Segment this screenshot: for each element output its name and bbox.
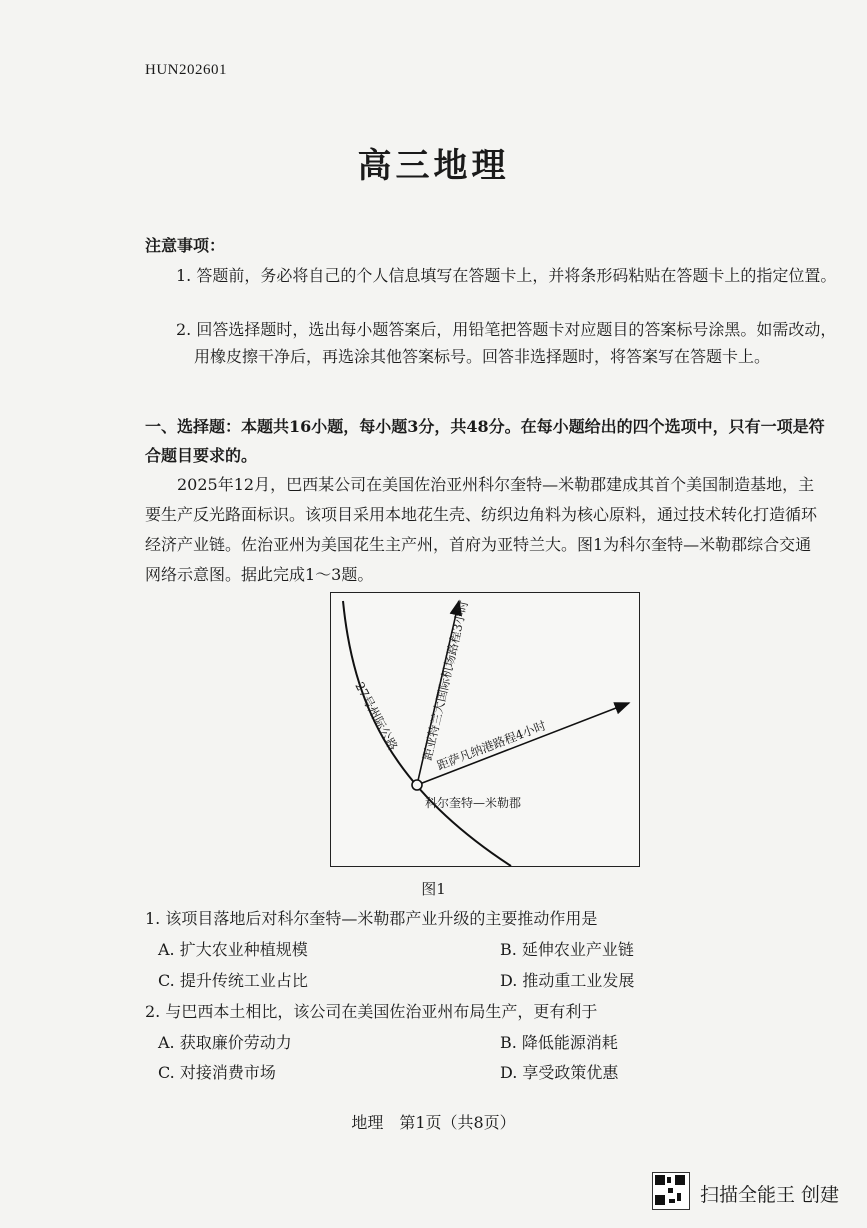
document-code: HUN202601	[145, 62, 227, 78]
question-2-stem: 2. 与巴西本土相比，该公司在美国佐治亚州布局生产，更有利于	[145, 1002, 598, 1021]
atlanta-route-label: 距亚特兰大国际机场路程3小时	[420, 599, 471, 762]
notice-heading: 注意事项：	[145, 236, 226, 255]
question-2-option-b: B. 降低能源消耗	[500, 1033, 618, 1052]
section-heading	[145, 412, 825, 470]
passage-text: 2025年12月，巴西某公司在美国佐治亚州科尔奎特—米勒郡建成其首个美国制造基地，主要生产反光路面标识。该项目采用本地花生壳、纺织边角料为核心原料，通过技术转化打造循环经济产业链。佐治亚州为美国花生主产州，首府为亚特兰大。图1为科尔奎特—米勒郡综合交通网络示意图。据此完成1～3题。	[145, 475, 818, 584]
question-2-option-d: D. 享受政策优惠	[500, 1063, 619, 1082]
page-title: 高三地理	[357, 146, 510, 186]
savannah-route-label: 距萨凡纳港路程4小时	[435, 718, 549, 773]
qr-code-icon	[652, 1172, 690, 1210]
county-location-marker	[412, 780, 422, 790]
question-1-stem: 1. 该项目落地后对科尔奎特—米勒郡产业升级的主要推动作用是	[145, 909, 598, 928]
question-2-option-c: C. 对接消费市场	[158, 1063, 276, 1082]
scanner-watermark: 扫描全能王 创建	[700, 1184, 840, 1206]
question-1-option-b: B. 延伸农业产业链	[500, 940, 634, 959]
notice-item-1: 1. 答题前，务必将自己的个人信息填写在答题卡上，并将条形码粘贴在答题卡上的指定位置。	[176, 266, 837, 285]
question-2-option-a: A. 获取廉价劳动力	[158, 1033, 292, 1052]
transport-network-figure	[330, 592, 640, 867]
interstate-27-label: 27号州际公路	[352, 679, 401, 753]
question-1-option-d: D. 推动重工业发展	[500, 971, 635, 990]
route-to-savannah	[417, 703, 629, 785]
section-heading-text: 一、选择题：本题共16小题，每小题3分，共48分。在每小题给出的四个选项中，只有一项是符合题目要求的。	[145, 417, 825, 465]
figure-caption: 图1	[421, 880, 446, 898]
question-1-option-c: C. 提升传统工业占比	[158, 971, 308, 990]
question-1-option-a: A. 扩大农业种植规模	[158, 940, 308, 959]
page-footer: 地理 第1页（共8页）	[351, 1113, 516, 1132]
notice-item-2: 2. 回答选择题时，选出每小题答案后，用铅笔把答题卡对应题目的答案标号涂黑。如需改动，用橡皮擦干净后，再选涂其他答案标号。回答非选择题时，将答案写在答题卡上。	[176, 320, 837, 366]
county-label: 科尔奎特—米勒郡	[425, 796, 522, 810]
